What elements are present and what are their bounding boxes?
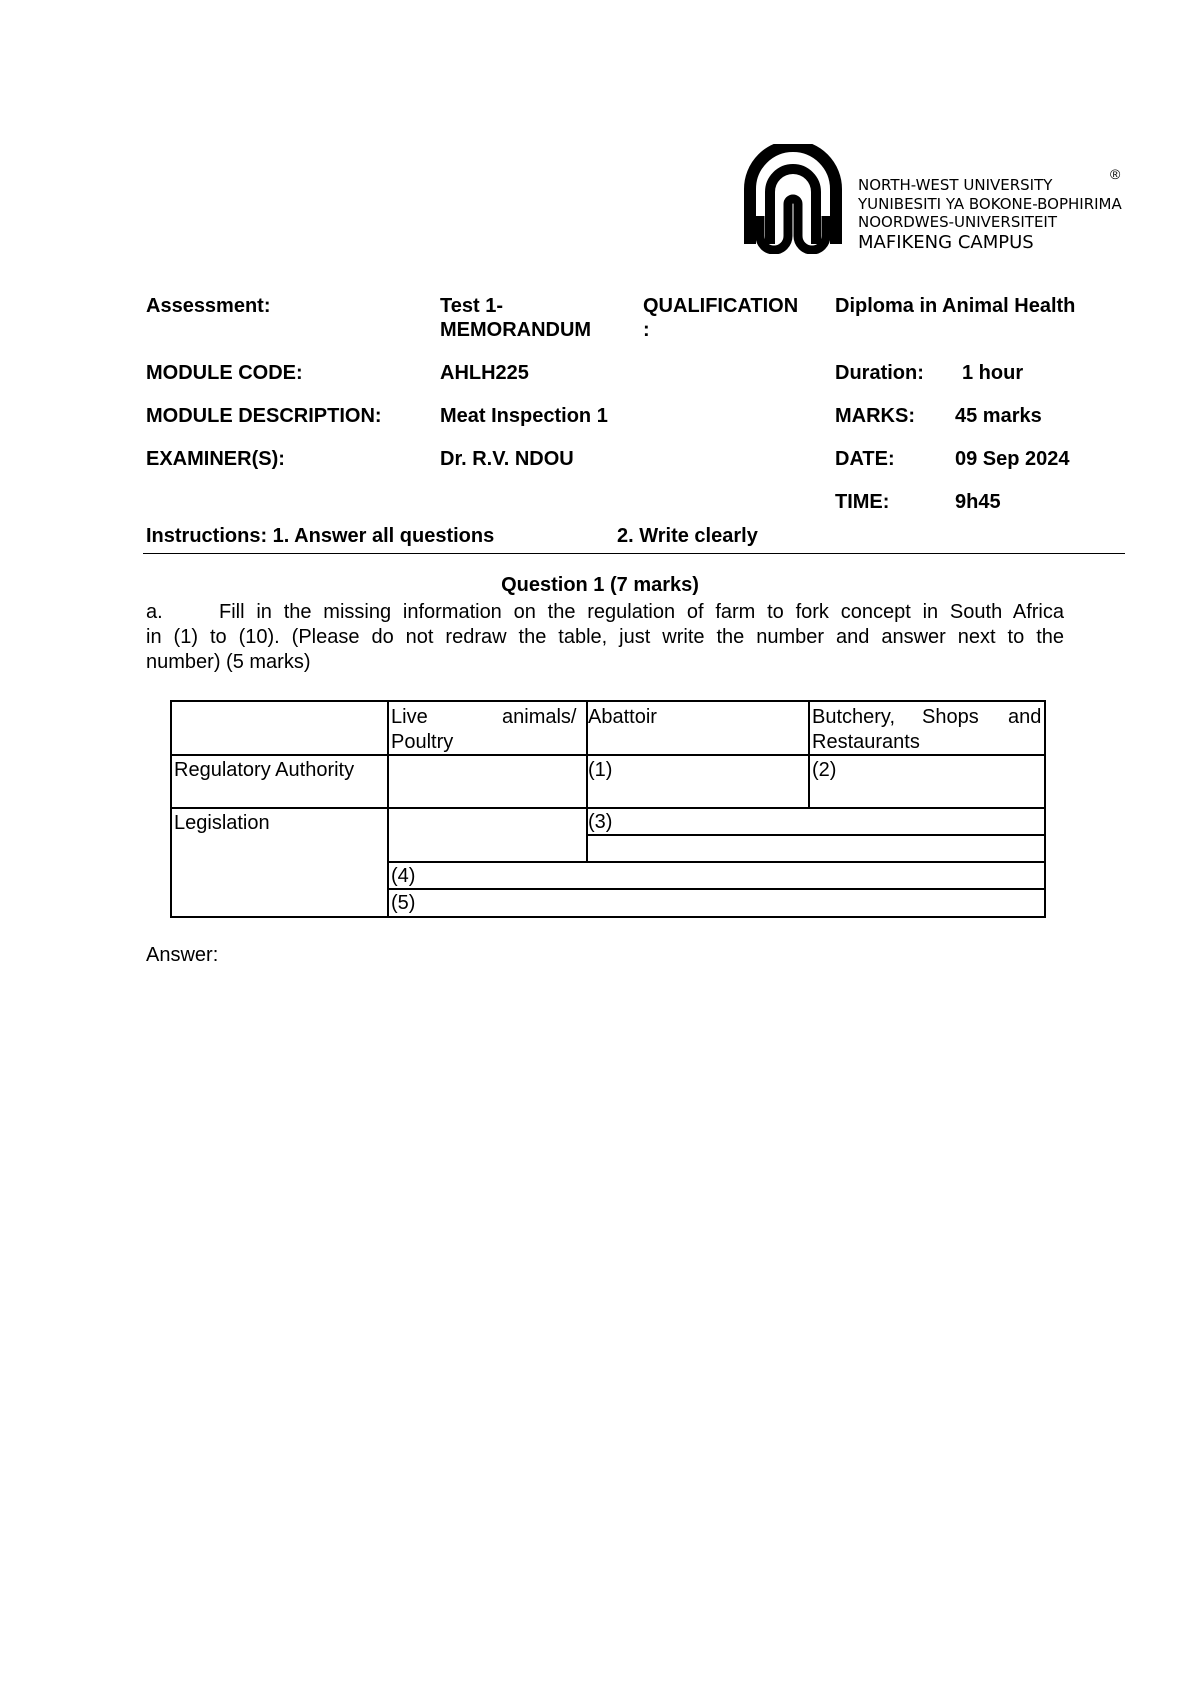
question-text-line-3: number) (5 marks) [146, 651, 311, 673]
blank-1: (1) [588, 759, 613, 781]
campus-name: MAFIKENG CAMPUS [858, 231, 1034, 253]
header-butchery-word2: Shops [922, 706, 979, 728]
examiner-label: EXAMINER(S): [146, 448, 285, 470]
time-value: 9h45 [955, 491, 1001, 513]
qualification-label-2: : [643, 319, 650, 341]
duration-value: 1 hour [962, 362, 1024, 384]
question-text-line-1: Fill in the missing information on the regulation of farm to fork concept in South Africa [219, 601, 1064, 623]
table-hline-5 [387, 888, 1044, 890]
answer-label: Answer: [146, 944, 219, 966]
module-code-label: MODULE CODE: [146, 362, 303, 384]
header-abattoir: Abattoir [588, 706, 657, 728]
header-live-word2: animals/ [502, 706, 577, 728]
assessment-value-2: MEMORANDUM [440, 319, 592, 341]
header-divider [143, 553, 1125, 554]
university-name-en: NORTH-WEST UNIVERSITY [858, 176, 1053, 194]
header-live-line2: Poultry [391, 731, 454, 753]
question-part-label: a. [146, 601, 163, 623]
date-label: DATE: [835, 448, 895, 470]
university-logo-icon [738, 144, 848, 254]
module-code-value: AHLH225 [440, 362, 529, 384]
table-hline-3 [586, 834, 1044, 836]
examiner-value: Dr. R.V. NDOU [440, 448, 574, 470]
question-text [146, 600, 1064, 675]
table-hline-2 [172, 807, 1044, 809]
instructions-1: Instructions: 1. Answer all questions [146, 525, 495, 547]
row-legislation: Legislation [174, 812, 270, 834]
qualification-label-1: QUALIFICATION [643, 295, 799, 317]
assessment-label: Assessment: [146, 295, 271, 317]
header-live-word1: Live [391, 706, 428, 728]
module-description-value: Meat Inspection 1 [440, 405, 608, 427]
blank-2: (2) [812, 759, 837, 781]
duration-label: Duration: [835, 362, 924, 384]
header-butchery-word1: Butchery, [812, 706, 895, 728]
blank-3: (3) [588, 811, 613, 833]
time-label: TIME: [835, 491, 890, 513]
table-hline-4 [387, 861, 1044, 863]
module-description-label: MODULE DESCRIPTION: [146, 405, 382, 427]
university-name-af: NOORDWES-UNIVERSITEIT [858, 213, 1058, 231]
blank-5: (5) [391, 892, 416, 914]
row-regulatory-authority: Regulatory Authority [174, 759, 355, 781]
instructions-2: 2. Write clearly [617, 525, 758, 547]
blank-4: (4) [391, 865, 416, 887]
registered-mark: ® [1110, 166, 1121, 182]
date-value: 09 Sep 2024 [955, 448, 1070, 470]
question-text-line-2: in (1) to (10). (Please do not redraw the table, just write the number and answer next to the [146, 626, 1064, 648]
question-title: Question 1 (7 marks) [501, 574, 699, 596]
header-butchery-word3: and [1008, 706, 1042, 728]
marks-label: MARKS: [835, 405, 915, 427]
regulation-table [170, 700, 1046, 918]
table-vline-1 [387, 702, 389, 916]
assessment-value-1: Test 1- [440, 295, 503, 317]
university-name-tn: YUNIBESITI YA BOKONE-BOPHIRIMA [858, 194, 1122, 213]
header-butchery-line2: Restaurants [812, 731, 920, 753]
qualification-value: Diploma in Animal Health [835, 295, 1076, 317]
marks-value: 45 marks [955, 405, 1042, 427]
university-name-block [858, 176, 1122, 254]
